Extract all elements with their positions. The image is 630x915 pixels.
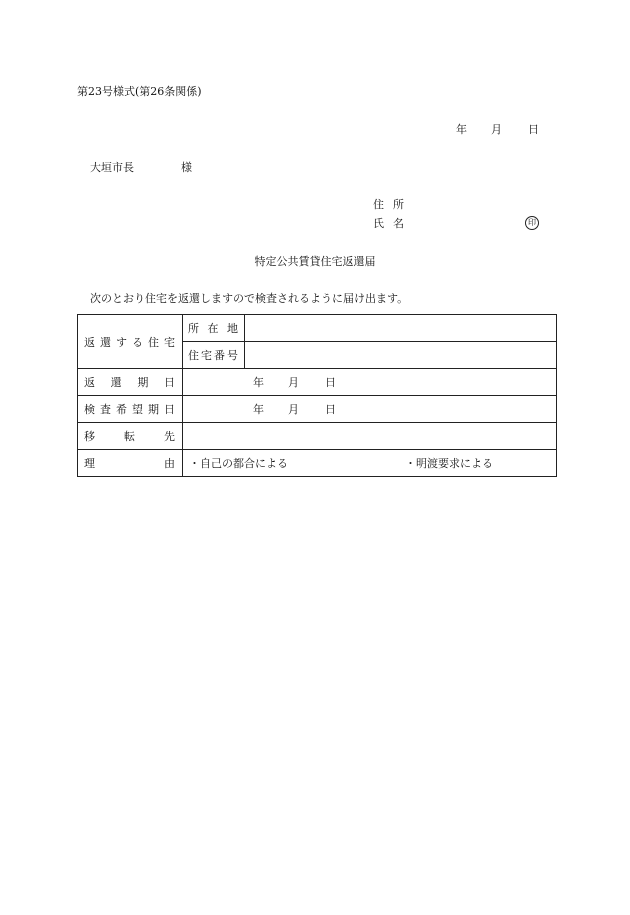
house-number-field[interactable] bbox=[245, 342, 557, 369]
reason-eviction-request[interactable]: ・明渡要求による bbox=[405, 457, 493, 470]
mayor-honorific: 様 bbox=[181, 161, 192, 174]
location-field[interactable] bbox=[245, 315, 557, 342]
seal-mark: 印 bbox=[525, 216, 539, 230]
date-day: 日 bbox=[528, 123, 539, 136]
returned-house-label: 返還する住宅 bbox=[78, 315, 183, 369]
table-row bbox=[78, 396, 557, 423]
applicant-address-label: 住所 bbox=[373, 198, 413, 211]
reason-field bbox=[183, 450, 557, 477]
return-year: 年 bbox=[253, 376, 264, 389]
house-number-label: 住宅番号 bbox=[183, 342, 245, 369]
inspection-date-label: 検査希望期日 bbox=[78, 396, 183, 423]
addressee bbox=[90, 162, 192, 173]
inspection-year: 年 bbox=[253, 403, 264, 416]
table-row bbox=[78, 423, 557, 450]
reason-own-convenience[interactable]: ・自己の都合による bbox=[189, 457, 288, 470]
new-address-field[interactable] bbox=[183, 423, 557, 450]
reason-label: 理由 bbox=[78, 450, 183, 477]
date-month: 月 bbox=[491, 123, 502, 136]
return-date-field[interactable] bbox=[183, 369, 557, 396]
document-title: 特定公共賃貸住宅返還届 bbox=[254, 255, 376, 268]
return-date-label: 返還期日 bbox=[78, 369, 183, 396]
location-label: 所在地 bbox=[183, 315, 245, 342]
return-month: 月 bbox=[288, 376, 299, 389]
table-row bbox=[78, 450, 557, 477]
return-form-table bbox=[77, 314, 557, 477]
table-row bbox=[78, 315, 557, 342]
intro-text: 次のとおり住宅を返還しますので検査されるように届け出ます。 bbox=[90, 292, 409, 305]
inspection-date-field[interactable] bbox=[183, 396, 557, 423]
applicant-name-label: 氏名 bbox=[373, 217, 413, 230]
table-row bbox=[78, 369, 557, 396]
inspection-month: 月 bbox=[288, 403, 299, 416]
return-day: 日 bbox=[325, 376, 336, 389]
form-number: 第23号様式(第26条関係) bbox=[77, 85, 202, 98]
submission-date bbox=[456, 124, 539, 135]
mayor-title: 大垣市長 bbox=[90, 161, 134, 174]
inspection-day: 日 bbox=[325, 403, 336, 416]
date-year: 年 bbox=[456, 123, 467, 136]
new-address-label: 移転先 bbox=[78, 423, 183, 450]
